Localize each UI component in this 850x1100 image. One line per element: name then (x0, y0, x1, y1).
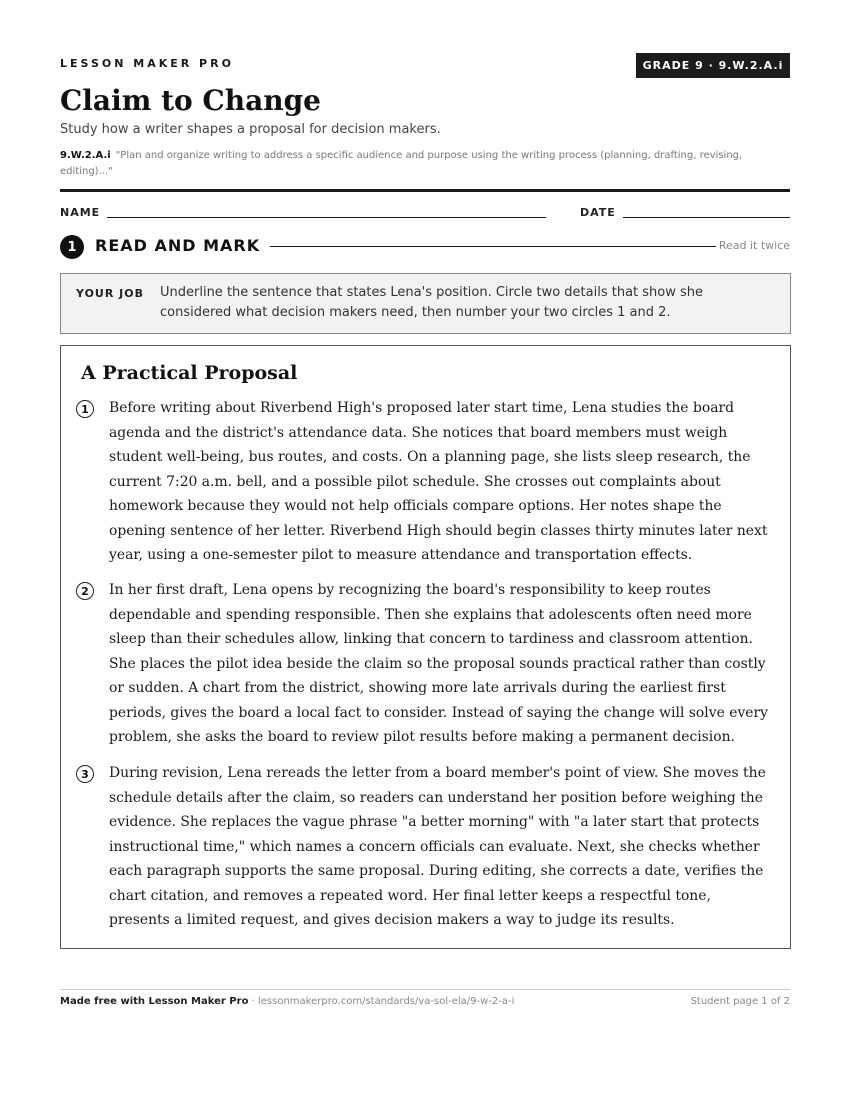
standard-code: 9.W.2.A.i (60, 150, 111, 161)
footer-url-link[interactable]: lessonmakerpro.com/standards/va-sol-ela/9-w-2-a-i (257, 996, 515, 1007)
footer-divider (60, 989, 790, 990)
paragraph-number-1: 1 (76, 400, 94, 418)
standard-description (60, 148, 790, 180)
section-divider (270, 246, 716, 247)
footer-credit (60, 996, 514, 1007)
paragraph-3: During revision, Lena rereads the letter from a board member's point of view. She moves the schedule details after the claim, so readers can understand her position before weighing the evidence. She replaces the vague phrase "a better morning" with "a later start that protects instructional time," which names a concern officials can evaluate. Next, she checks whether each paragraph supports the same proposal. During editing, she corrects a date, verifies the chart citation, and removes a repeated word. Her final letter keeps a respectful tone, presents a limited request, and gives decision makers a way to judge its results. (109, 765, 766, 928)
section-title: READ AND MARK (95, 236, 261, 255)
brand-name: LESSON MAKER PRO (60, 57, 234, 70)
job-label: YOUR JOB (76, 287, 144, 300)
paragraph-number-3: 3 (76, 765, 94, 783)
job-text: Underline the sentence that states Lena's position. Circle two details that show she considered what decision makers need, then number your two circles 1 and 2. (160, 285, 704, 320)
name-label: NAME (60, 206, 101, 219)
passage-title: A Practical Proposal (81, 362, 298, 384)
paragraph-number-2: 2 (76, 582, 94, 600)
date-label: DATE (580, 206, 616, 219)
standard-text: "Plan and organize writing to address a specific audience and purpose using the writing process (planning, drafting, revising, editing)..." (60, 150, 743, 177)
page-subtitle: Study how a writer shapes a proposal for decision makers. (60, 122, 441, 137)
date-field[interactable] (623, 217, 790, 218)
footer-separator: · (248, 996, 258, 1007)
paragraph-1: Before writing about Riverbend High's proposed later start time, Lena studies the board agenda and the district's attendance data. She notices that board members must weigh student well-being, bus routes, and costs. On a planning page, she lists sleep research, the current 7:20 a.m. bell, and a possible pilot schedule. She crosses out complaints about homework because they would not help officials compare options. Her notes shape the opening sentence of her letter. Riverbend High should begin classes thirty minutes later next year, using a one-semester pilot to measure attendance and transportation effects. (109, 400, 768, 563)
paragraph-2: In her first draft, Lena opens by recognizing the board's responsibility to keep routes dependable and spending responsible. Then she explains that adolescents often need more sleep than their schedules allow, linking that concern to tardiness and classroom attention. She places the pilot idea beside the claim so the proposal sounds practical rather than costly or sudden. A chart from the district, showing more late arrivals during the earliest first periods, gives the board a local fact to consider. Instead of saying the change will solve every problem, she asks the board to review pilot results before making a permanent decision. (109, 582, 768, 745)
section-number-badge: 1 (60, 235, 84, 259)
section-note: Read it twice (718, 239, 790, 252)
footer-made-with: Made free with Lesson Maker Pro (60, 996, 249, 1007)
passage-box (60, 345, 791, 949)
header-divider (60, 189, 790, 192)
page-title: Claim to Change (60, 84, 321, 117)
job-instructions-box (60, 273, 791, 334)
grade-badge: GRADE 9 · 9.W.2.A.i (636, 53, 790, 78)
name-field[interactable] (107, 217, 546, 218)
footer-page-number: Student page 1 of 2 (690, 996, 790, 1007)
